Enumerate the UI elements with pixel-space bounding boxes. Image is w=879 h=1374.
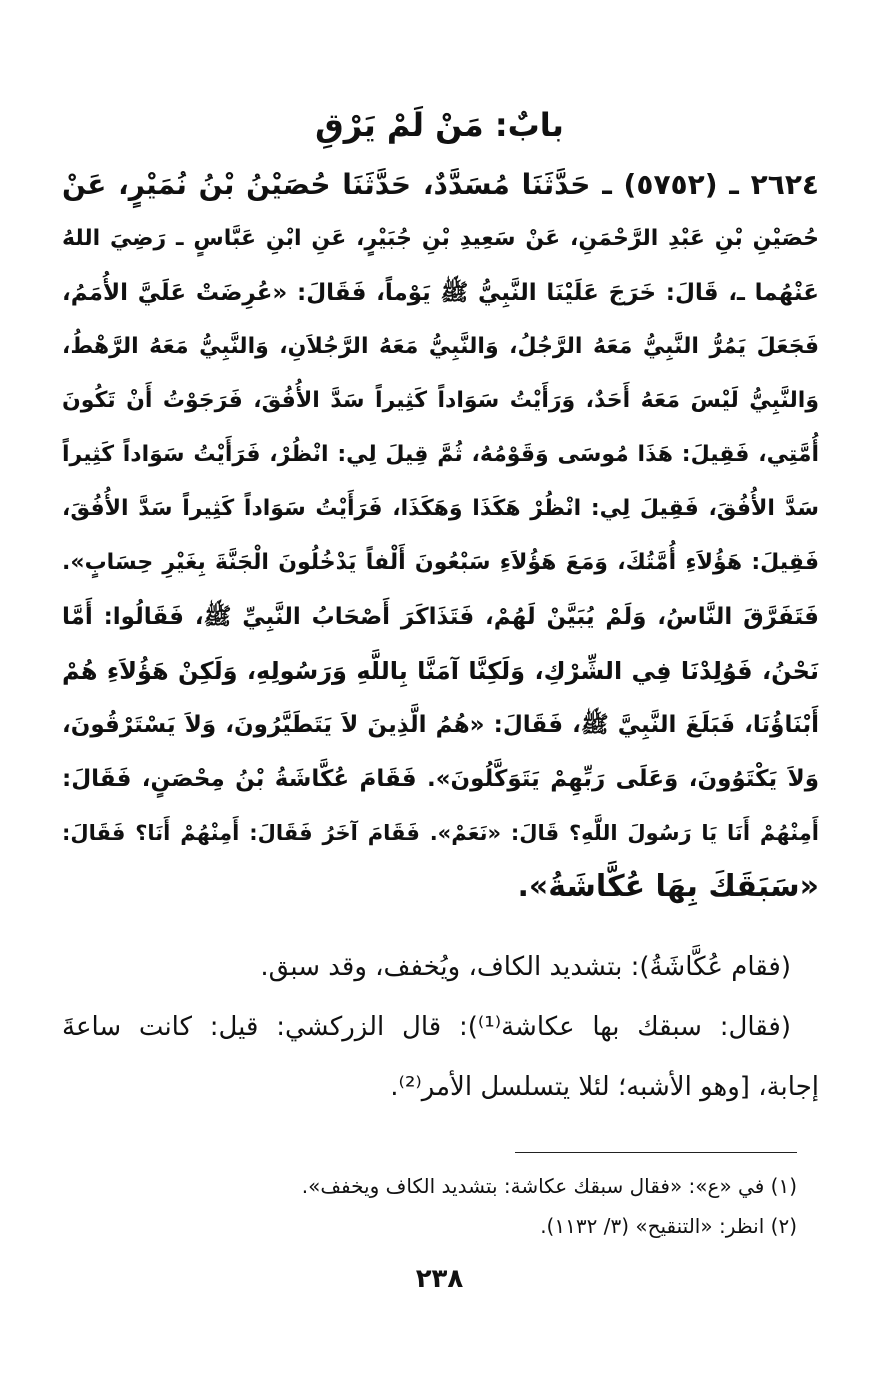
footnote: (١) في «ع»: «فقال سبقك عكاشة: بتشديد الكاف ويخفف». <box>301 1174 797 1198</box>
hadith-line: فَجَعَلَ يَمُرُّ النَّبِيُّ مَعَهُ الرَّجُلُ، وَالنَّبِيُّ مَعَهُ الرَّجُلاَنِ، وَالنَّبِيُّ مَعَهُ الرَّهْطُ، <box>62 334 819 359</box>
hadith-line: أُمَّتِي، فَقِيلَ: هَذَا مُوسَى وَقَوْمُهُ، ثُمَّ قِيلَ لِي: انْظُرْ، فَرَأَيْتُ سَوَاداً كَثِيراً <box>62 442 819 467</box>
hadith-line: أَمِنْهُمْ أَنَا يَا رَسُولَ اللَّهِ؟ قَالَ: «نَعَمْ». فَقَامَ آخَرُ فَقَالَ: أَمِنْهُمْ أَنَا؟ فَقَالَ: <box>62 821 819 845</box>
page-number: ٢٣٨ <box>415 1264 464 1294</box>
commentary-line: (فقال: سبقك بها عكاشة⁽¹⁾): قال الزركشي: قيل: كانت ساعةَ <box>62 1012 791 1042</box>
hadith-line: سَدَّ الأُفُقَ، فَقِيلَ لِي: انْظُرْ هَكَذَا وَهَكَذَا، فَرَأَيْتُ سَوَاداً كَثِيراً سَدَّ الأُفُقَ، <box>62 496 819 521</box>
hadith-line: ٢٦٢٤ ـ (٥٧٥٢) ـ حَدَّثَنَا مُسَدَّدٌ، حَدَّثَنَا حُصَيْنُ بْنُ نُمَيْرٍ، عَنْ <box>62 168 819 201</box>
hadith-line: وَلاَ يَكْتَوُونَ، وَعَلَى رَبِّهِمْ يَتَوَكَّلُونَ». فَقَامَ عُكَّاشَةُ بْنُ مِحْصَنٍ، فَقَالَ: <box>62 766 819 792</box>
hadith-line: حُصَيْنِ بْنِ عَبْدِ الرَّحْمَنِ، عَنْ سَعِيدِ بْنِ جُبَيْرٍ، عَنِ ابْنِ عَبَّاسٍ ـ رَضِيَ اللهُ <box>62 226 819 251</box>
chapter-title: بابٌ: مَنْ لَمْ يَرْقِ <box>315 106 564 144</box>
footnote-separator <box>0 1152 879 1153</box>
commentary-line: (فقام عُكَّاشَةُ): بتشديد الكاف، ويُخفف، وقد سبق. <box>260 952 791 982</box>
hadith-line: عَنْهُما ـ، قَالَ: خَرَجَ عَلَيْنَا النَّبِيُّ ﷺ يَوْماً، فَقَالَ: «عُرِضَتْ عَلَيَّ الأُمَمُ، <box>62 280 819 306</box>
hadith-line: «سَبَقَكَ بِهَا عُكَّاشَةُ». <box>517 869 819 904</box>
hadith-line: فَقِيلَ: هَؤُلاَءِ أُمَّتُكَ، وَمَعَ هَؤُلاَءِ سَبْعُونَ أَلْفاً يَدْخُلُونَ الْجَنَّةَ بِغَيْرِ حِسَابٍ». <box>62 550 819 575</box>
hadith-line: أَبْنَاؤُنَا، فَبَلَغَ النَّبِيَّ ﷺ، فَقَالَ: «هُمُ الَّذِينَ لاَ يَتَطَيَّرُونَ، وَلاَ يَسْتَرْقُونَ، <box>62 712 819 738</box>
hadith-line: فَتَفَرَّقَ النَّاسُ، وَلَمْ يُبَيَّنْ لَهُمْ، فَتَذَاكَرَ أَصْحَابُ النَّبِيِّ ﷺ، فَقَالُوا: أَمَّا <box>62 604 819 630</box>
footnote: (٢) انظر: «التنقيح» (٣/ ١١٣٢). <box>540 1214 797 1238</box>
hadith-line: وَالنَّبِيُّ لَيْسَ مَعَهُ أَحَدٌ، وَرَأَيْتُ سَوَاداً كَثِيراً سَدَّ الأُفُقَ، فَرَجَوْتُ أَنْ تَكُونَ <box>62 388 819 413</box>
commentary-line: إجابة، [وهو الأشبه؛ لئلا يتسلسل الأمر⁽²⁾. <box>390 1072 819 1102</box>
hadith-line: نَحْنُ، فَوُلِدْنَا فِي الشِّرْكِ، وَلَكِنَّا آمَنَّا بِاللَّهِ وَرَسُولِهِ، وَلَكِنْ هَؤُلاَءِ هُمْ <box>62 657 819 685</box>
